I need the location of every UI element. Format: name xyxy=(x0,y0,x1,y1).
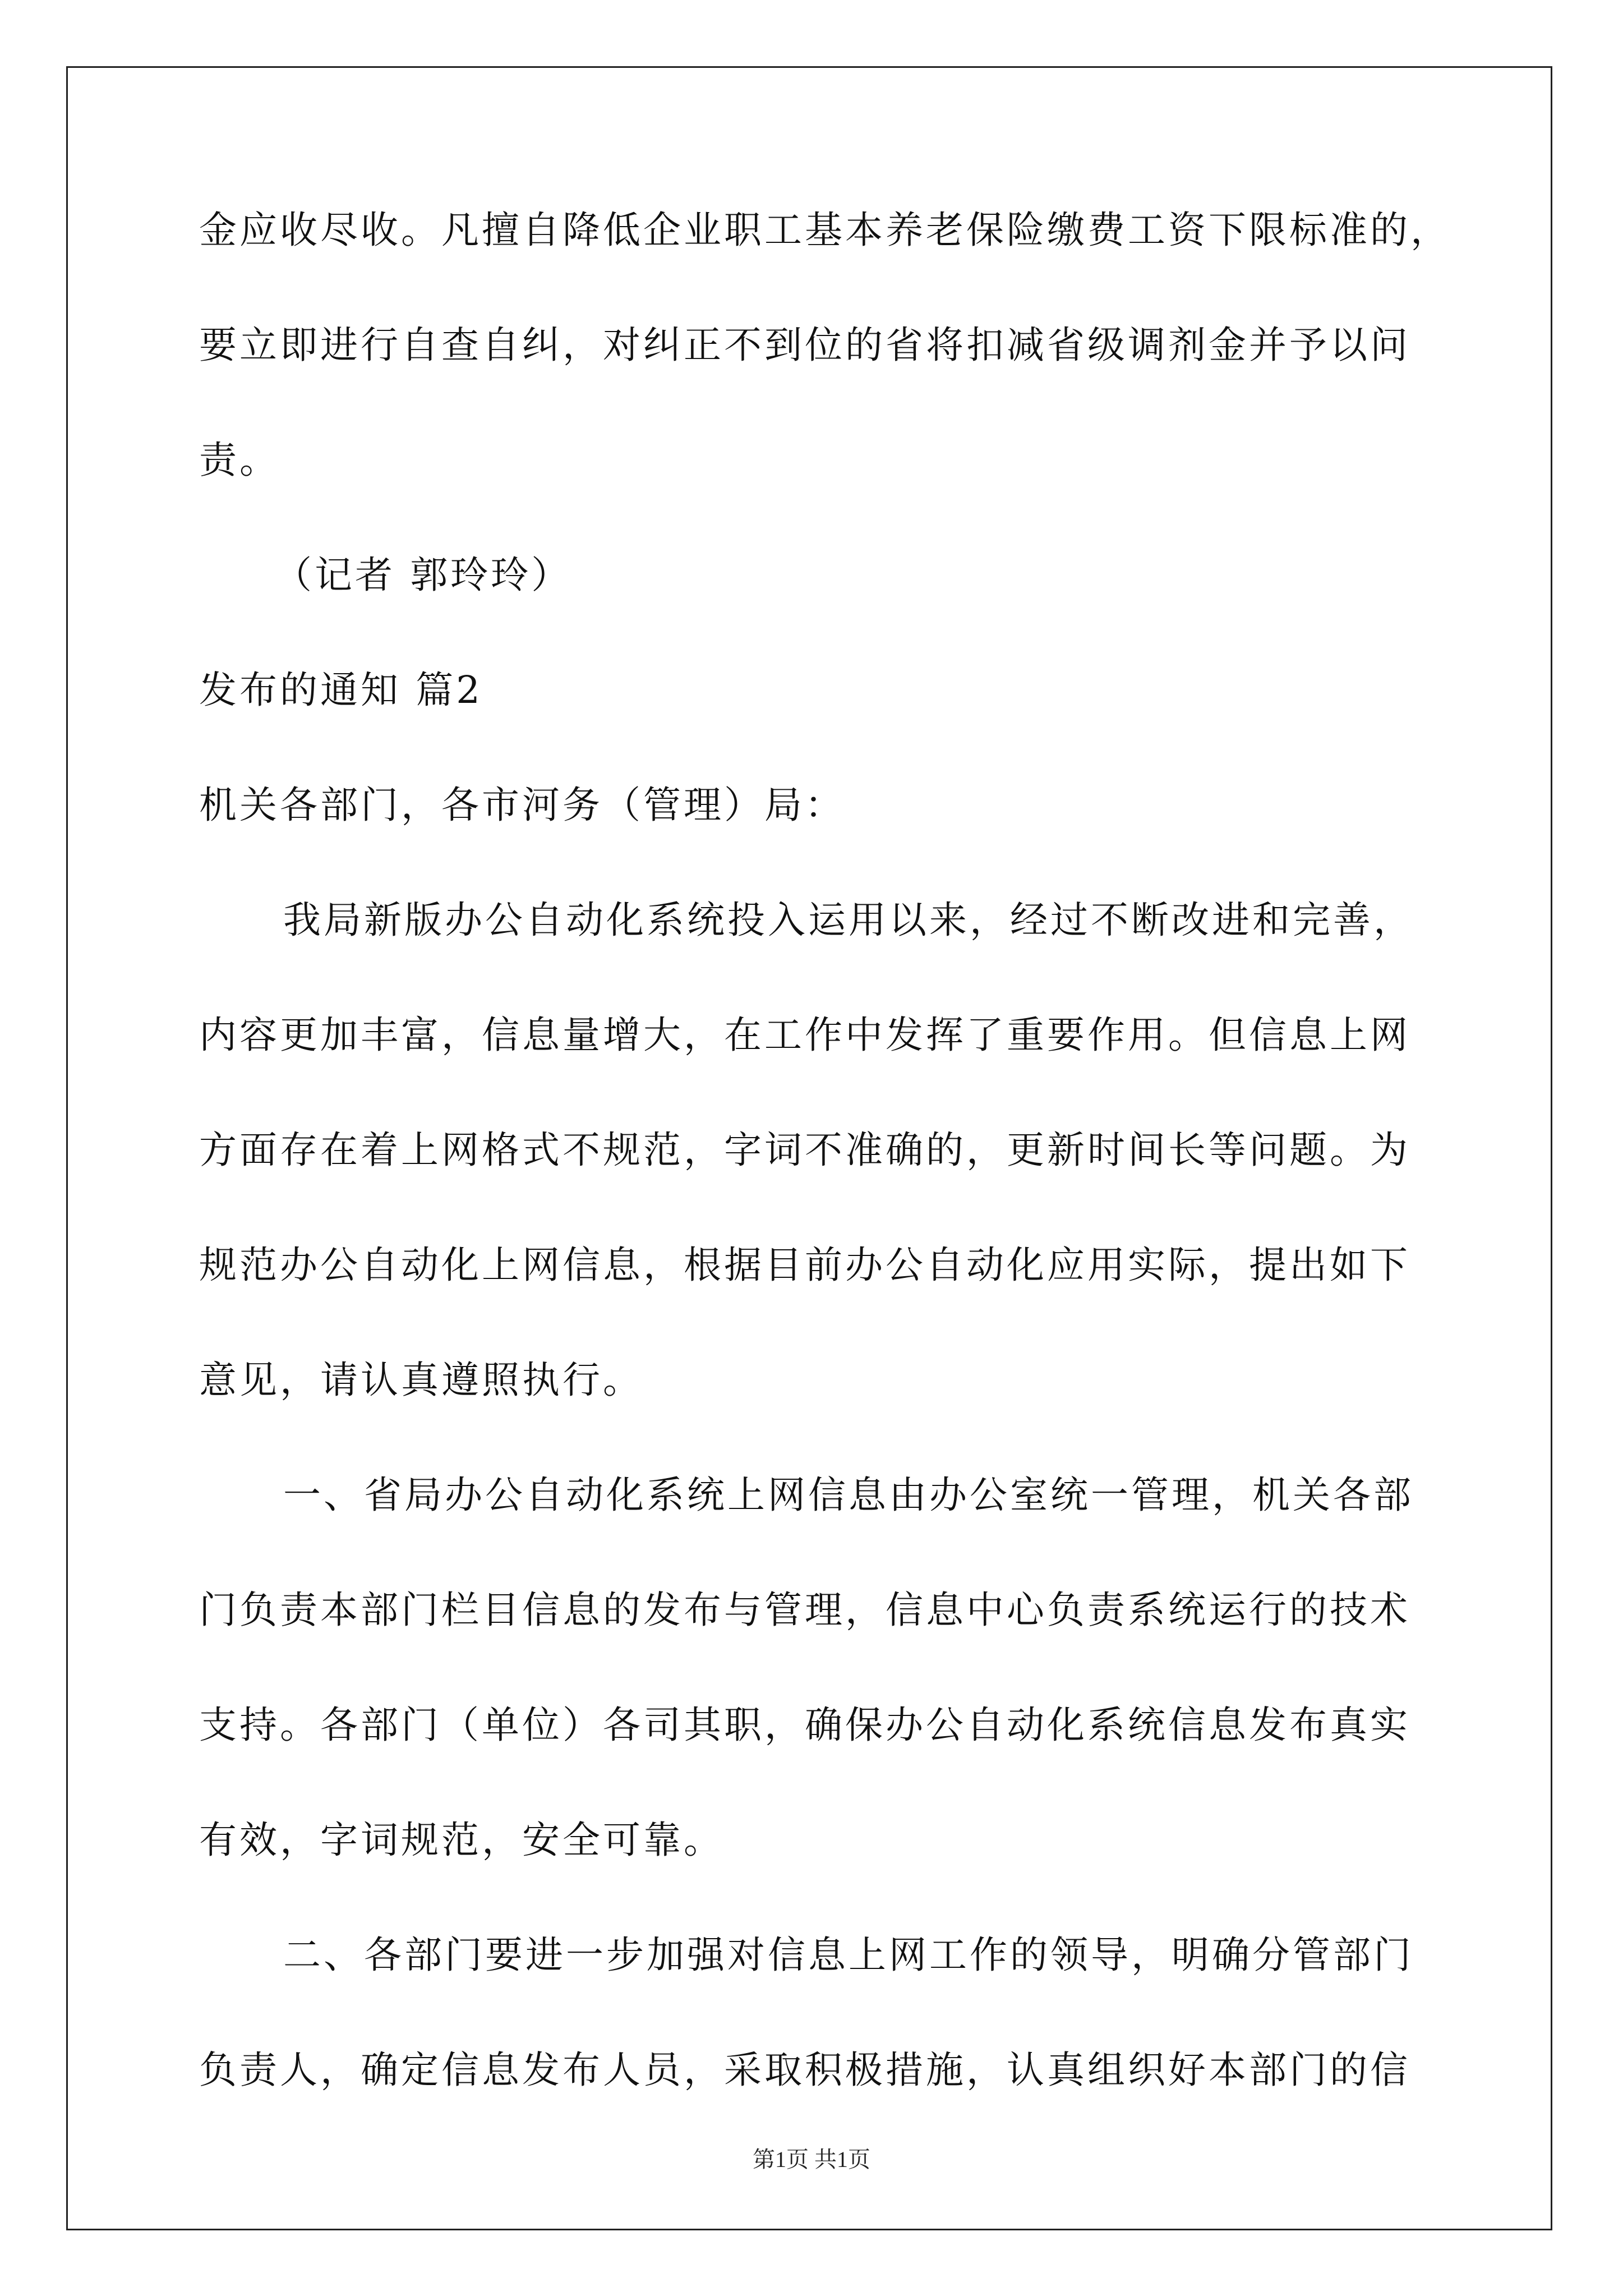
text-line: 规范办公自动化上网信息，根据目前办公自动化应用实际，提出如下 xyxy=(199,1243,1410,1287)
byline: （记者 郭玲玲） xyxy=(274,553,572,597)
text-line: 我局新版办公自动化系统投入运用以来，经过不断改进和完善， xyxy=(283,898,1414,942)
text-line: 一、省局办公自动化系统上网信息由办公室统一管理，机关各部 xyxy=(283,1473,1414,1517)
text-line: 有效，字词规范，安全可靠。 xyxy=(199,1818,724,1862)
text-line: 意见，请认真遵照执行。 xyxy=(199,1358,643,1402)
text-line: 门负责本部门栏目信息的发布与管理，信息中心负责系统运行的技术 xyxy=(199,1588,1410,1632)
text-line: 二、各部门要进一步加强对信息上网工作的领导，明确分管部门 xyxy=(283,1933,1414,1977)
text-line: 要立即进行自查自纠，对纠正不到位的省将扣减省级调剂金并予以问 xyxy=(199,323,1410,367)
text-line: 方面存在着上网格式不规范，字词不准确的，更新时间长等问题。为 xyxy=(199,1128,1410,1172)
section-heading: 发布的通知 篇2 xyxy=(199,668,483,712)
text-line: 责。 xyxy=(199,438,280,482)
text-line: 金应收尽收。凡擅自降低企业职工基本养老保险缴费工资下限标准的， xyxy=(199,208,1451,252)
text-line: 支持。各部门（单位）各司其职，确保办公自动化系统信息发布真实 xyxy=(199,1703,1410,1747)
text-line: 内容更加丰富，信息量增大，在工作中发挥了重要作用。但信息上网 xyxy=(199,1013,1410,1057)
salutation: 机关各部门，各市河务（管理）局： xyxy=(199,783,845,827)
text-line: 负责人，确定信息发布人员，采取积极措施，认真组织好本部门的信 xyxy=(199,2048,1410,2092)
page-number: 第1页 共1页 xyxy=(753,2147,870,2172)
document-body xyxy=(199,208,1451,2092)
